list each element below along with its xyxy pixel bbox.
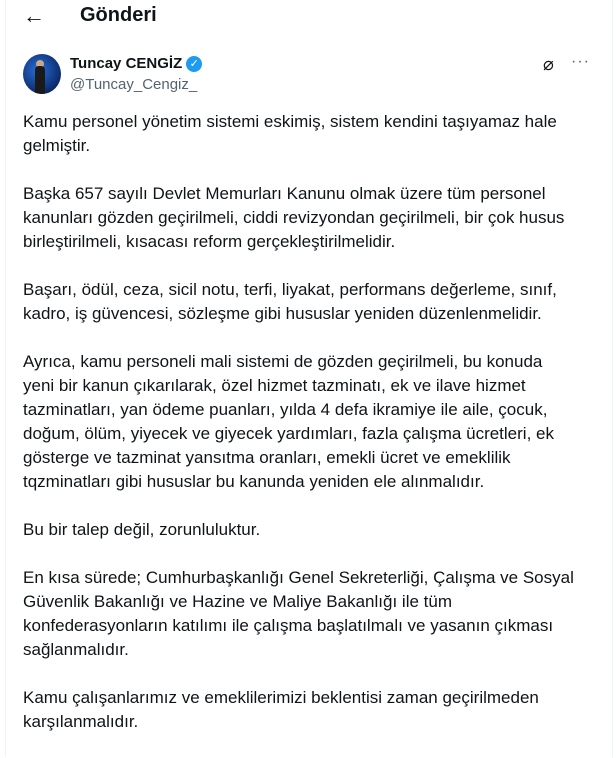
- arrow-left-icon[interactable]: ←: [23, 3, 45, 28]
- text-line: tazminatları, yan ödeme puanları, yılda 4 defa ikramiye ile aile, çocuk,: [23, 400, 548, 419]
- text-line: Kamu personel yönetim sistemi eskimiş, sistem kendini taşıyamaz hale: [23, 112, 557, 131]
- post-paragraph: [23, 350, 574, 494]
- post-paragraph: [23, 686, 574, 734]
- text-line: Bu bir talep değil, zorunluluktur.: [23, 520, 261, 539]
- text-line: Başarı, ödül, ceza, sicil notu, terfi, liyakat, performans değerleme, sınıf,: [23, 280, 557, 299]
- post-paragraph: [23, 518, 574, 542]
- text-line: gösterge ve tazminat yansıtma oranları, emekli ücret ve emeklilik: [23, 448, 511, 467]
- post-paragraph: [23, 278, 574, 326]
- author-handle[interactable]: @Tuncay_Cengiz_: [70, 76, 198, 93]
- post-paragraph: [23, 110, 574, 158]
- text-line: doğum, ölüm, yiyecek ve giyecek yardımları, fazla çalışma ücretleri, ek: [23, 424, 554, 443]
- header: [6, 0, 612, 34]
- text-line: Başka 657 sayılı Devlet Memurları Kanunu olmak üzere tüm personel: [23, 184, 546, 203]
- text-line: yeni bir kanun çıkarılarak, özel hizmet tazminatı, ek ve ilave hizmet: [23, 376, 526, 395]
- more-options-icon[interactable]: ···: [571, 53, 590, 70]
- text-line: En kısa sürede; Cumhurbaşkanlığı Genel Sekreterliği, Çalışma ve Sosyal: [23, 568, 574, 587]
- text-line: kadro, iş güvencesi, sözleşme gibi hususlar yeniden düzenlenmelidir.: [23, 304, 542, 323]
- verified-badge-icon: ✓: [186, 56, 202, 72]
- text-line: tqzminatları gibi hususlar bu kanunda yeniden ele alınmalıdır.: [23, 472, 485, 491]
- post-column: [5, 0, 613, 757]
- author-name[interactable]: Tuncay CENGİZ: [70, 55, 183, 72]
- post-paragraph: [23, 566, 574, 662]
- text-line: birleştirilmeli, kısacası reform gerçekleştirilmelidir.: [23, 232, 396, 251]
- text-line: konfederasyonların katılımı ile çalışma başlatılmalı ve yasanın çıkması: [23, 616, 554, 635]
- grok-icon[interactable]: ⌀: [543, 54, 554, 74]
- text-line: sağlanmalıdır.: [23, 640, 129, 659]
- avatar[interactable]: [23, 54, 61, 94]
- text-line: gelmiştir.: [23, 136, 91, 155]
- text-line: Kamu çalışanlarımız ve emeklilerimizi beklentisi zaman geçirilmeden: [23, 688, 539, 707]
- text-line: Ayrıca, kamu personeli mali sistemi de gözden geçirilmeli, bu konuda: [23, 352, 543, 371]
- page-title: Gönderi: [80, 4, 157, 26]
- text-line: karşılanmalıdır.: [23, 712, 139, 731]
- post-text: [23, 110, 574, 758]
- author-name-row[interactable]: [70, 55, 202, 72]
- text-line: Güvenlik Bakanlığı ve Hazine ve Maliye Bakanlığı ile tüm: [23, 592, 452, 611]
- text-line: kanunları gözden geçirilmeli, ciddi revizyondan geçirilmeli, bir çok husus: [23, 208, 565, 227]
- post-paragraph: [23, 182, 574, 254]
